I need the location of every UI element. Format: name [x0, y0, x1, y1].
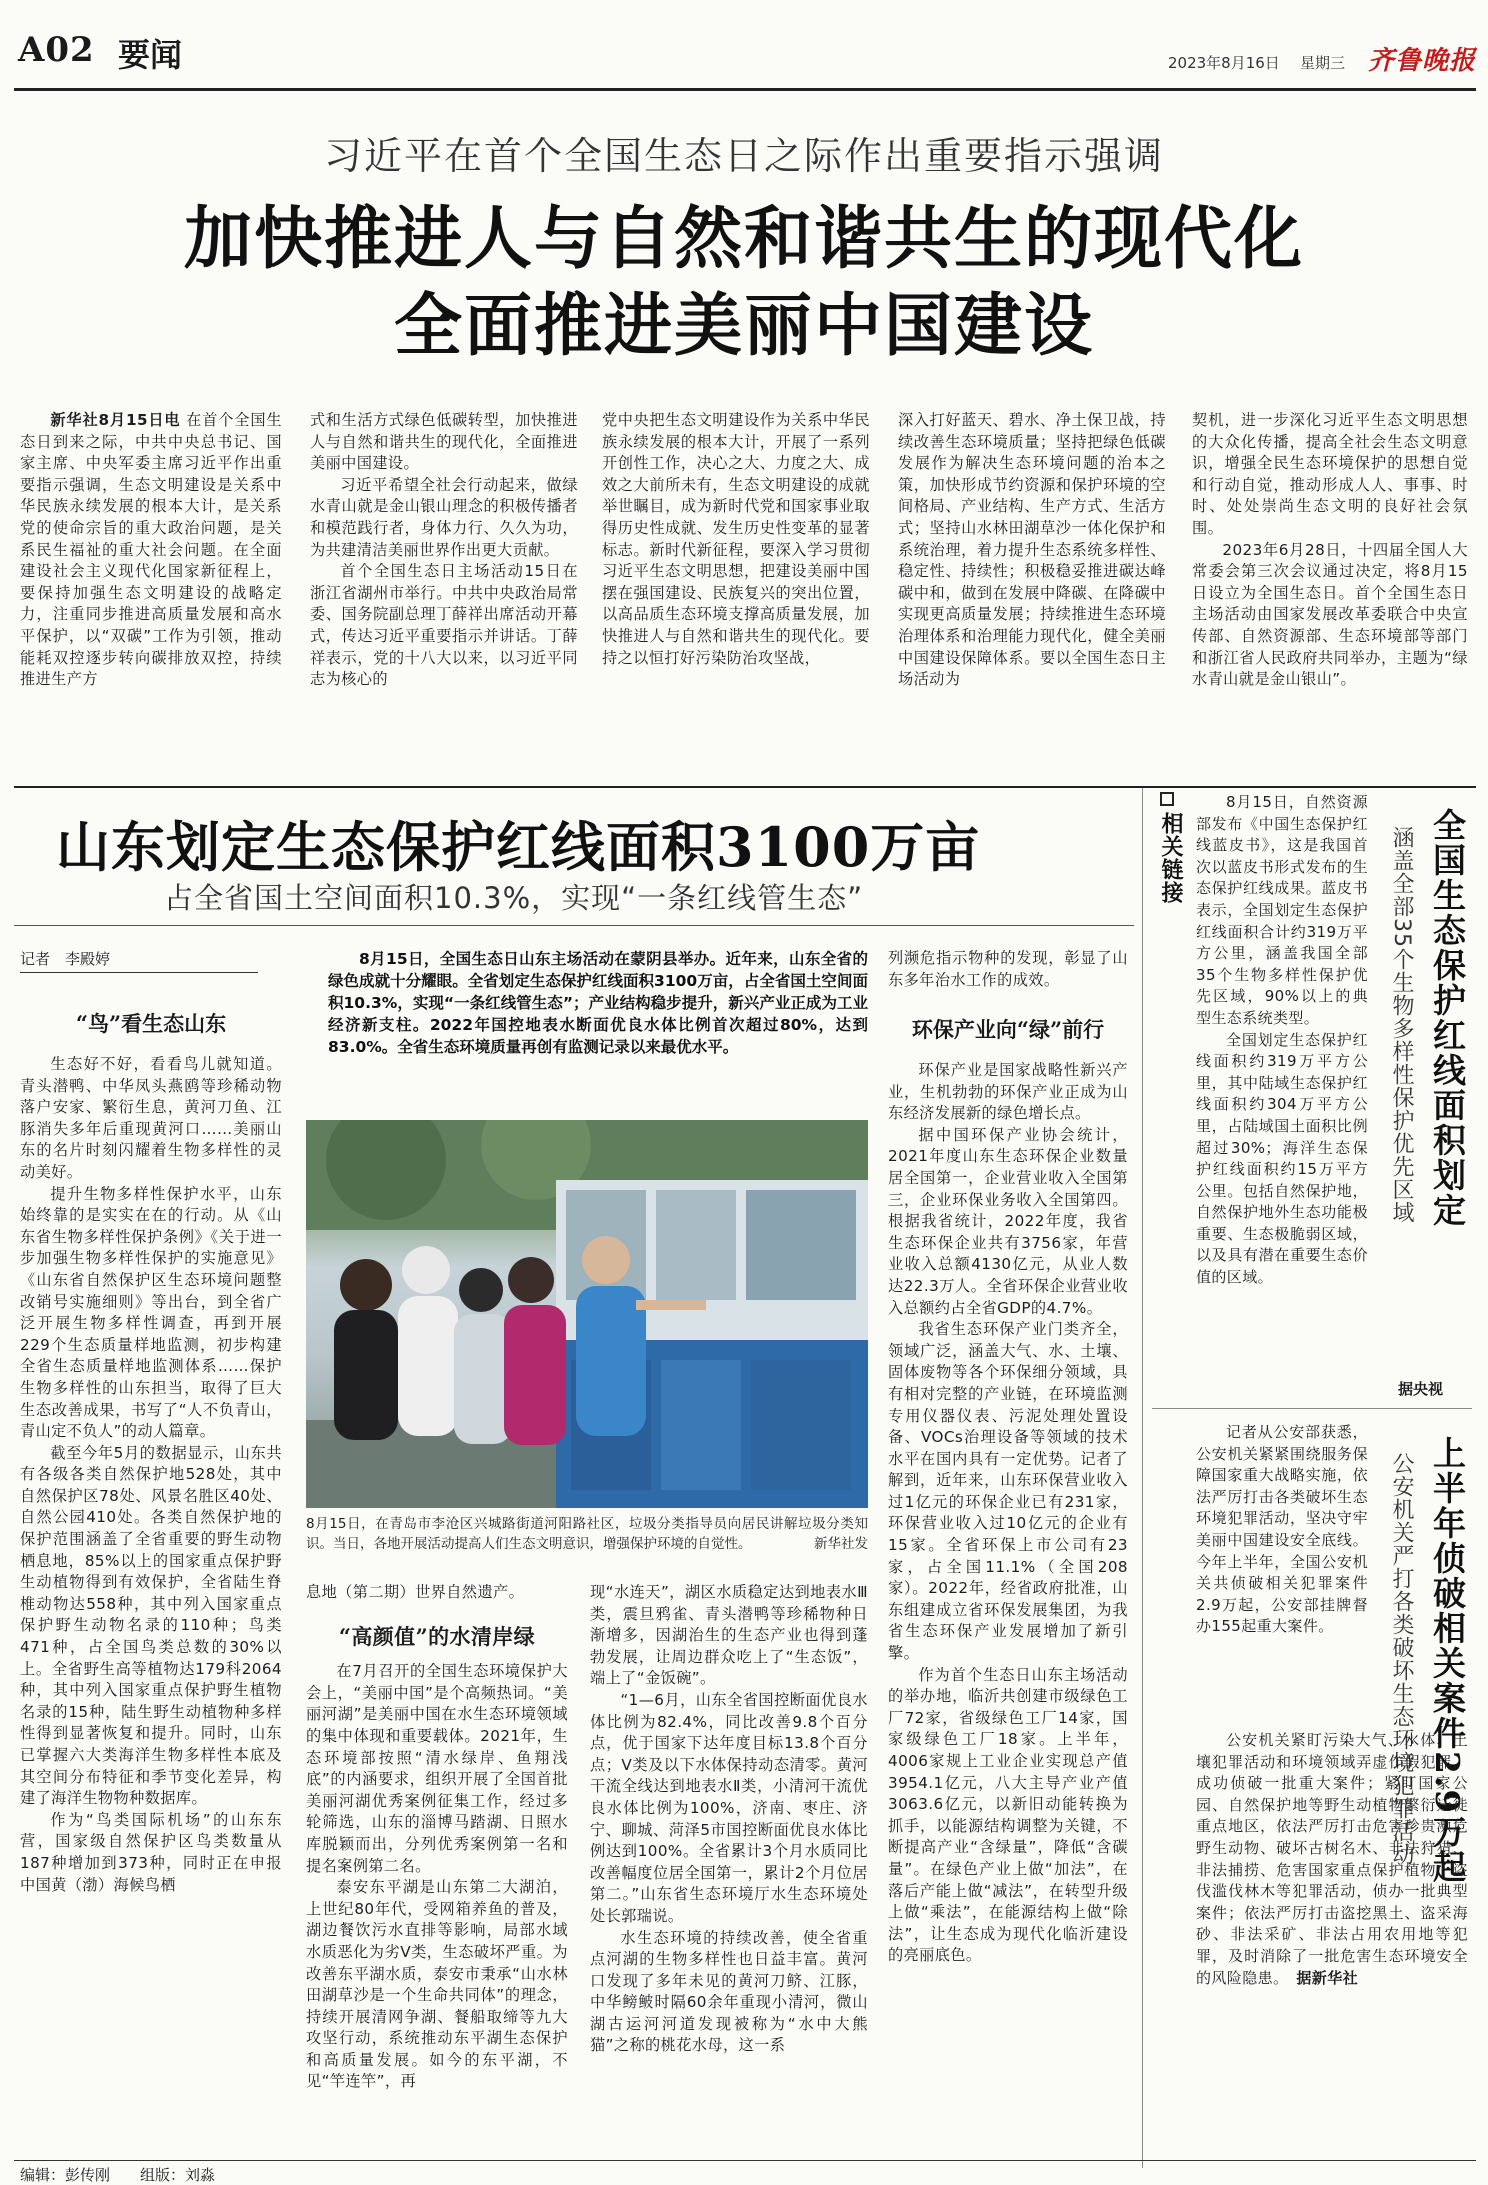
shandong-column-2b-text: [306, 1661, 568, 2093]
photo-caption-text: 8月15日，在青岛市李沧区兴城路街道河阳路社区，垃圾分类指导员向居民讲解垃圾分类知识。当日，各地开展活动提高人们生态文明意识，增强保护环境的自觉性。: [306, 1516, 868, 1552]
paragraph: 首个全国生态日主场活动15日在浙江省湖州市举行。中共中央政治局常委、国务院副总理丁薛祥出席活动开幕式，传达习近平重要指示并讲话。丁薛祥表示，党的十八大以来，以习近平同志为核心的: [310, 562, 578, 689]
news-photo: [306, 1120, 868, 1508]
sidebar-item2-text-a: [1196, 1422, 1368, 1638]
lead-column-5: [1192, 410, 1468, 780]
section3-title: 环保产业向“绿”前行: [911, 1017, 1105, 1042]
paragraph: 泰安东平湖是山东第二大湖泊，上世纪80年代，受网箱养鱼的普及，湖边餐饮污水直排等影响，局部水域水质恶化为劣Ⅴ类，生态破坏严重。为改善东平湖水质，泰安市秉承“山水林田湖草沙是一个生命共同体”的理念，持续开展清网争湖、餐船取缔等九大攻坚行动，系统推动东平湖生态保护和高质量发展。如今的东平湖，不见“竿连竿”，再: [306, 1878, 568, 2091]
paragraph: 据中国环保产业协会统计，2021年度山东生态环保企业数量居全国第一，企业营业收入全国第三，企业环保业务收入全国第四。根据我省统计，2022年度，我省生态环保企业共有3756家，年营业收入总额4130亿元，从业人数达22.3万人。全省环保企业营业收入总额约占全省GDP的4.7%。: [888, 1125, 1128, 1317]
shandong-column-4-text: [888, 1060, 1128, 1967]
related-links-label: 相关链接: [1158, 812, 1184, 904]
lead-column-1: [20, 410, 282, 780]
photo-credit: 新华社发: [814, 1536, 868, 1552]
section-title: 要闻: [118, 36, 183, 74]
paragraph: 作为首个生态日山东主场活动的举办地，临沂共创建市级绿色工厂72家，省级绿色工厂14家，国家级绿色工厂18家。上半年，4006家规上工业企业实现总产值3954.1亿元，八大主导产业产值3063.6亿元，以新旧动能转换为抓手，以能源结构调整为关键，不断提高产业“含绿量”，降低“含碳量”。在绿色产业上做“加法”，在落后产能上做“减法”，在转型升级上做“乘法”，在能源结构上做“除法”，让生态成为现代化临沂建设的亮丽底色。: [888, 1665, 1128, 1965]
footer-rule: [14, 2160, 1476, 2161]
sidebar-item1-subtitle: 涵盖全部35个生物多样性保护优先区域: [1389, 826, 1414, 1224]
paragraph: 环保产业是国家战略性新兴产业，生机勃勃的环保产业正成为山东经济发展新的绿色增长点。: [888, 1061, 1128, 1123]
photo-caption: [306, 1514, 868, 1554]
sidebar-item1-title: 全国生态保护红线面积划定: [1428, 808, 1467, 1228]
lead-headline-line1: 加快推进人与自然和谐共生的现代化: [183, 199, 1304, 279]
paragraph: 在7月召开的全国生态环境保护大会上，“美丽中国”是个高频热词。“美丽河湖”是美丽中国在水生态环境领域的集中体现和重要载体。2021年，生态环境部按照“清水绿岸、鱼翔浅底”的内涵要求，组织开展了全国首批美丽河湖优秀案例征集工作，经过多轮筛选，山东的淄博马踏湖、日照水库脱颖而出，分列优秀案例第一名和提名案例第二名。: [306, 1662, 568, 1875]
lead-column-5-text: [1192, 410, 1468, 691]
paragraph: 契机，进一步深化习近平生态文明思想的大众化传播，提高全社会生态文明意识，增强全民生态环境保护的思想自觉和行动自觉，推动形成人人、事事、时时、处处崇尚生态文明的良好社会氛围。: [1192, 411, 1468, 537]
sidebar-item2-body: [1196, 1422, 1368, 1722]
shandong-column-2-text: 息地（第二期）世界自然遗产。: [306, 1583, 525, 1601]
lead-column-2-text: [310, 410, 578, 691]
shandong-subhead: 占全省国土空间面积10.3%，实现“一条红线管生态”: [164, 881, 864, 915]
lead-column-3: [602, 410, 870, 780]
section2-title: “高颜值”的水清岸绿: [338, 1623, 536, 1649]
shandong-column-1: [20, 1054, 282, 2154]
shandong-column-4: [888, 1060, 1128, 2160]
lead-column-1-text: 在首个全国生态日到来之际，中共中央总书记、国家主席、中央军委主席习近平作出重要指示强调，生态文明建设是关系中华民族永续发展的根本大计，是关系党的使命宗旨的重大政治问题，是关系民生福祉的重大社会问题。在全面建设社会主义现代化国家新征程上，要保持加强生态文明建设的战略定力，注重同步推进高质量发展和高水平保护，以“双碳”工作为引领，推动能耗双控逐步转向碳排放双控，持续推进生产方: [20, 411, 282, 689]
paragraph: 现“水连天”，湖区水质稳定达到地表水Ⅲ类，震旦鸦雀、青头潜鸭等珍稀物种日渐增多，因湖治生的生态产业也得到蓬勃发展，让周边群众吃上了“生态饭”，端上了“金饭碗”。: [590, 1583, 868, 1688]
shandong-column-4-top: [888, 948, 1128, 998]
sidebar-item2-source: 据新华社: [1296, 1968, 1359, 1987]
shandong-column-4-intro: 列濒危指示物种的发现，彰显了山东多年治水工作的成效。: [888, 949, 1128, 989]
sidebar-item2-title: 上半年侦破相关案件2.9万起: [1428, 1436, 1467, 1885]
sidebar-item2-subtitle: 公安机关严打各类破坏生态环境犯罪活动: [1389, 1452, 1414, 1866]
lead-bottom-rule: [14, 786, 1476, 788]
paragraph: 作为“鸟类国际机场”的山东东营，国家级自然保护区鸟类数量从187种增加到373种，同时正在申报中国黄（渤）海候鸟栖: [20, 1810, 282, 1894]
issue-date: 2023年8月16日: [1168, 54, 1280, 72]
sidebar-divider: [1142, 788, 1143, 2168]
paragraph: 截至今年5月的数据显示，山东共有各级各类自然保护地528处，其中自然保护区78处、风景名胜区40处、自然公园410处。各类自然保护地的保护范围涵盖了全省重要的野生动物栖息地，85%以上的国家重点保护野生动植物得到有效保护，全省陆生脊椎动物达558种，其中列入国家重点保护野生动物名录的110种；鸟类471种，占全国鸟类总数的30%以上。全省野生高等植物达179科2064种，其中列入国家重点保护野生植物名录的15种，陆生野生动植物种多样性得到显著恢复和提升。同时，山东已掌握六大类海洋生物多样性本底及其空间分布特征和季节变化差异，构建了海洋生物物种数据库。: [20, 1443, 282, 1808]
shandong-headline: 山东划定生态保护红线面积3100万亩: [56, 815, 981, 879]
paragraph: 习近平希望全社会行动起来，做绿水青山就是金山银山理念的积极传播者和模范践行者，身体力行、久久为功，为共建清洁美丽世界作出更大贡献。: [310, 475, 578, 559]
paragraph: “1—6月，山东全省国控断面优良水体比例为82.4%，同比改善9.8个百分点，优于国家下达年度目标13.8个百分点；Ⅴ类及以下水体保持动态清零。黄河干流全线达到地表水Ⅱ类，小清河干流优良水体比例为100%，济南、枣庄、济宁、聊城、菏泽5市国控断面优良水体比例达到100%。全省累计3个月水质同比改善幅度位居全国第一，累计2个月位居第二。”山东省生态环境厅水生态环境处处长郭瑞说。: [590, 1690, 868, 1925]
lead-kicker: 习近平在首个全国生态日之际作出重要指示强调: [323, 134, 1164, 178]
sidebar-item2-text-b: [1196, 1730, 1468, 1989]
paragraph: 提升生物多样性保护水平，山东始终靠的是实实在在的行动。从《山东省生物多样性保护条例》《关于进一步加强生物多样性保护的实施意见》《山东省自然保护区生态环境问题整改销号实施细则》等出台，到全省广泛开展生物多样性调查，再到开展229个生态质量样地监测，初步构建全省生态质量样地监测体系……保护生物多样性的山东担当，取得了巨大生态改善成果，书写了“人不负青山，青山定不负人”的动人篇章。: [20, 1184, 282, 1441]
shandong-column-1-text: [20, 1054, 282, 1896]
lead-dateline: 新华社8月15日电: [50, 411, 181, 429]
footer-layout: 组版：刘淼: [140, 2166, 216, 2184]
paragraph: 生态好不好，看看鸟儿就知道。青头潜鸭、中华凤头燕鸥等珍稀动物落户安家、繁衍生息，黄河刀鱼、江豚消失多年后重现黄河口……美丽山东的名片时刻闪耀着生物多样性的灵动美好。: [20, 1055, 282, 1181]
sidebar-item2-body-wide: [1196, 1730, 1468, 2150]
paragraph: 2023年6月28日，十四届全国人大常委会第三次会议通过决定，将8月15日设立为全国生态日。首个全国生态日主场活动由国家发展改革委联合中央宣传部、自然资源部、生态环境部等部门和浙江省人民政府共同举办，主题为“绿水青山就是金山银山”。: [1192, 540, 1468, 689]
lead-column-3-text: 党中央把生态文明建设作为关系中华民族永续发展的根本大计，开展了一系列开创性工作，决心之大、力度之大、成效之大前所未有，生态文明建设的成就举世瞩目，成为新时代党和国家事业取得历史性成就、发生历史性变革的显著标志。新时代新征程，要深入学习贯彻习近平生态文明思想，把建设美丽中国摆在强国建设、民族复兴的突出位置，以高品质生态环境支撑高质量发展，加快推进人与自然和谐共生的现代化。要持之以恒打好污染防治攻坚战，: [602, 411, 870, 667]
sidebar-item1-text: [1196, 792, 1368, 1289]
paragraph: 式和生活方式绿色低碳转型，加快推进人与自然和谐共生的现代化，全面推进美丽中国建设。: [310, 411, 578, 473]
paragraph: 公安机关紧盯污染大气、水体、土壤犯罪活动和环境领域弄虚作假犯罪，成功侦破一批重大案件；紧盯国家公园、自然保护地等野生动植物繁衍迁徙重点地区，依法严厉打击危害珍贵濒危野生动物、破坏古树名木、非法狩猎、非法捕捞、危害国家重点保护植物、盗伐滥伐林木等犯罪活动，侦办一批典型案件；依法严厉打击盗挖黑土、盗采海砂、非法采矿、非法占用农用地等犯罪，及时消除了一批危害生态环境安全的风险隐患。 据新华社: [1196, 1731, 1468, 1987]
shandong-column-2: [306, 1582, 568, 2162]
paragraph: 8月15日，自然资源部发布《中国生态保护红线蓝皮书》，这是我国首次以蓝皮书形式发布的生态保护红线成果。蓝皮书表示，全国划定生态保护红线面积合计约319万平方公里，涵盖我国全部35个生物多样性保护优先区域，90%以上的典型生态系统类型。: [1196, 793, 1368, 1027]
byline-underline: [20, 972, 258, 973]
section1-title: “鸟”看生态山东: [75, 1011, 227, 1036]
issue-weekday: 星期三: [1300, 54, 1346, 72]
masthead-rule: [14, 88, 1476, 91]
sidebar-item1-body: [1196, 792, 1368, 1382]
shandong-rule: [14, 925, 1134, 926]
shandong-column-3: [590, 1582, 868, 2162]
paragraph: 水生态环境的持续改善，使全省重点河湖的生物多样性也日益丰富。黄河口发现了多年未见的黄河刀鲚、江豚，中华鳑鲏时隔60余年重现小清河，微山湖古运河河道发现被称为“水中大熊猫”之称的桃花水母，这一系: [590, 1928, 868, 2055]
photo-illustration: [306, 1120, 868, 1508]
paragraph: 我省生态环保产业门类齐全，领域广泛，涵盖大气、水、土壤、固体废物等各个环保细分领域，具有相对完整的产业链，在环境监测专用仪器仪表、污泥处理处置设备、VOCs治理设备等领域的技术水平在国内具有一定优势。记者了解到，近年来，山东环保营业收入过1亿元的环保企业已有231家，环保营业收入过10亿元的企业有15家。全省环保上市公司有23家，占全国11.1%（全国208家）。2022年，经省政府批准，山东组建成立省环保发展集团，为我省生态环保产业发展增加了新引擎。: [888, 1320, 1128, 1663]
shandong-lead: 8月15日，全国生态日山东主场活动在蒙阴县举办。近年来，山东全省的绿色成就十分耀眼。全省划定生态保护红线面积3100万亩，占全省国土空间面积10.3%，实现“一条红线管生态”；产业结构稳步提升，新兴产业正成为工业经济新支柱。2022年国控地表水断面优良水体比例首次超过80%，达到83.0%。全省生态环境质量再创有监测记录以来最优水平。: [328, 950, 868, 1056]
shandong-column-3-text: [590, 1582, 868, 2057]
sidebar-separator: [1152, 1408, 1472, 1409]
related-links-marker: [1160, 792, 1174, 806]
lead-column-4: [898, 410, 1166, 780]
page-number: A02: [18, 30, 95, 70]
paragraph: 记者从公安部获悉，公安机关紧紧围绕服务保障国家重大战略实施，依法严厉打击各类破坏生态环境犯罪活动，坚决守牢美丽中国建设安全底线。今年上半年，全国公安机关共侦破相关犯罪案件2.9万起，公安部挂牌督办155起重大案件。: [1196, 1423, 1368, 1636]
footer-editor: 编辑：彭传刚: [20, 2166, 111, 2184]
sidebar-item1-source: 据央视: [1398, 1380, 1444, 1398]
lead-column-4-text: 深入打好蓝天、碧水、净土保卫战，持续改善生态环境质量；坚持把绿色低碳发展作为解决生态环境问题的治本之策，加快形成节约资源和保护环境的空间格局、产业结构、生产方式、生活方式；坚持山水林田湖草沙一体化保护和系统治理，着力提升生态系统多样性、稳定性、持续性；积极稳妥推进碳达峰碳中和，做到在发展中降碳、在降碳中实现更高质量发展；持续推进生态环境治理体系和治理能力现代化，健全美丽中国建设保障体系。要以全国生态日主场活动为: [898, 411, 1166, 689]
paper-logo: 齐鲁晚报: [1368, 46, 1477, 76]
lead-column-2: [310, 410, 578, 780]
lead-headline-line2: 全面推进美丽中国建设: [393, 286, 1094, 366]
paragraph: 全国划定生态保护红线面积约319万平方公里，其中陆域生态保护红线面积约304万平方公里，占陆域国土面积比例超过30%；海洋生态保护红线面积约15万平方公里。包括自然保护地，自然保护地外生态功能极重要、生态极脆弱区域，以及具有潜在重要生态价值的区域。: [1196, 1030, 1368, 1287]
shandong-byline: 记者 李殿婷: [20, 950, 111, 968]
